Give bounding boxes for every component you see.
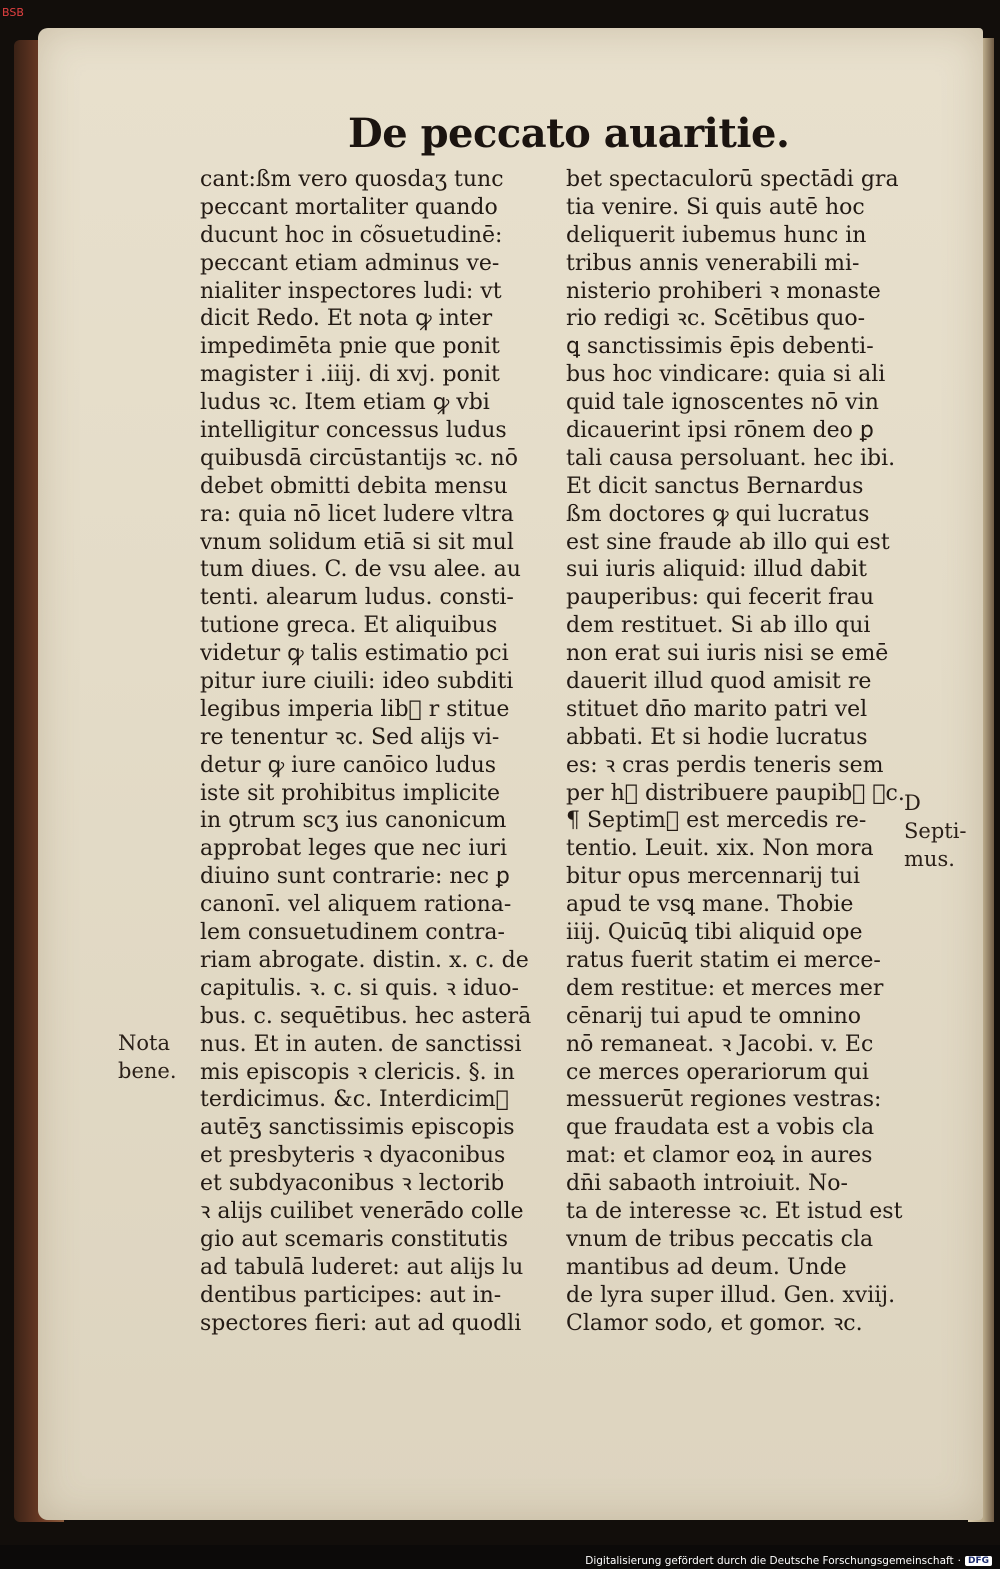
text-line: que fraudata est a vobis cla	[566, 1115, 875, 1141]
text-line: ꝛ alijs cuilibet venerādo colle	[200, 1198, 524, 1224]
text-line: nisterio prohiberi ꝛ monaste	[566, 278, 881, 304]
text-line: dem restitue: et merces mer	[566, 975, 884, 1001]
margin-note-line: D	[904, 791, 921, 815]
text-line: bus. c. sequētibus. hec asterā	[200, 1003, 532, 1029]
text-line: ducunt hoc in cõsuetudinē:	[200, 222, 503, 248]
text-line: mantibus ad deum. Unde	[566, 1254, 847, 1280]
text-line: deliquerit iubemus hunc in	[566, 222, 867, 248]
text-line: Clamor sodo, et gomor. ꝛc.	[566, 1310, 863, 1336]
text-line: tentio. Leuit. xix. Non mora	[566, 836, 874, 862]
text-line: dem restituet. Si ab illo qui	[566, 613, 871, 639]
text-line: pitur iure ciuili: ideo subditi	[200, 669, 514, 695]
text-line: spectores fieri: aut ad quodli	[200, 1310, 522, 1336]
text-line: pauperibus: qui fecerit frau	[566, 585, 875, 611]
text-line: ra: quia nō licet ludere vltra	[200, 501, 514, 527]
text-line: bet spectaculorū spectādi gra	[566, 167, 899, 192]
text-line: debet obmitti debita mensu	[200, 473, 508, 499]
margin-note-left	[118, 1030, 177, 1086]
text-line: nō remaneat. ꝛ Jacobi. v. Ec	[566, 1031, 874, 1057]
text-line: in ꝯtrum scʒ ius canonicum	[200, 808, 507, 834]
text-line: cant:ßm vero quosdaʒ tunc	[200, 167, 504, 192]
text-line: peccant mortaliter quando	[200, 194, 498, 220]
text-line: ꝗ sanctissimis ēpis debenti‑	[566, 334, 874, 360]
text-line: legibus imperia lib᷒ r stitue	[200, 696, 510, 722]
text-line: autēʒ sanctissimis episcopis	[200, 1115, 515, 1141]
text-line: dentibus participes: aut in‑	[200, 1282, 502, 1308]
text-line: ta de interesse ꝛc. Et istud est	[566, 1198, 903, 1224]
text-line: tenti. alearum ludus. consti‑	[200, 585, 514, 611]
text-line: ce merces operariorum qui	[566, 1059, 869, 1085]
text-line: nialiter inspectores ludi: vt	[200, 278, 502, 304]
text-line: et presbyteris ꝛ dyaconibus	[200, 1143, 506, 1169]
text-line: impedimēta pnie que ponit	[200, 334, 500, 360]
text-line: sui iuris aliquid: illud dabit	[566, 557, 868, 583]
text-line: iste sit prohibitus implicite	[200, 780, 501, 806]
text-line: dauerit illud quod amisit re	[566, 669, 872, 695]
text-line: dn̄i sabaoth introiuit. No‑	[566, 1171, 848, 1197]
text-line: peccant etiam adminus ve‑	[200, 250, 500, 276]
text-line: non erat sui iuris nisi se emē	[566, 641, 889, 667]
text-line: terdicimus. &c. Interdicim᷒	[200, 1087, 509, 1113]
text-line: dicit Redo. Et nota ꝙ inter	[200, 306, 493, 332]
text-line: mis episcopis ꝛ clericis. §. in	[200, 1059, 515, 1085]
text-line: ad tabulā luderet: aut alijs lu	[200, 1254, 524, 1280]
margin-note-line: mus.	[904, 846, 955, 871]
margin-note-line: bene.	[118, 1058, 177, 1083]
footer	[585, 1555, 992, 1567]
text-line: canonī. vel aliquem rationa‑	[200, 892, 512, 918]
text-line: mat: et clamor eoꝝ in aures	[566, 1143, 873, 1169]
text-line: iiij. Quicūꝗ tibi aliquid ope	[566, 920, 863, 946]
dfg-logo: DFG	[965, 1556, 992, 1566]
text-line: bus hoc vindicare: quia si ali	[566, 362, 886, 388]
margin-note-right	[904, 790, 967, 874]
text-line: quibusdā circūstantijs ꝛc. nō	[200, 445, 518, 471]
left-text-column	[200, 166, 550, 1337]
text-line: detur ꝙ iure canōico ludus	[200, 752, 497, 778]
text-line: ¶ Septim᷒ est mercedis re‑	[566, 808, 867, 834]
text-line: ludus ꝛc. Item etiam ꝙ vbi	[200, 390, 490, 416]
text-line: rio redigi ꝛc. Scētibus quo‑	[566, 306, 866, 332]
text-line: bitur opus mercennarij tui	[566, 864, 861, 890]
text-line: intelligitur concessus ludus	[200, 418, 507, 444]
footer-text: Digitalisierung gefördert durch die Deutsche Forschungsgemeinschaft	[585, 1555, 954, 1567]
text-line: tribus annis venerabili mi‑	[566, 250, 860, 276]
text-line: abbati. Et si hodie lucratus	[566, 724, 868, 750]
text-line: approbat leges que nec iuri	[200, 836, 508, 862]
library-mark: BSB	[2, 6, 24, 19]
text-line: tia venire. Si quis autē hoc	[566, 194, 865, 220]
text-line: stituet dn̄o marito patri vel	[566, 696, 868, 722]
text-line: es: ꝛ cras perdis teneris sem	[566, 752, 884, 778]
text-line: videtur ꝙ talis estimatio pci	[200, 641, 509, 667]
text-line: tum diues. C. de vsu alee. au	[200, 557, 521, 583]
text-line: est sine fraude ab illo qui est	[566, 529, 890, 555]
text-line: capitulis. ꝛ. c. si quis. ꝛ iduo‑	[200, 975, 519, 1001]
text-line: re tenentur ꝛc. Sed alijs vi‑	[200, 724, 500, 750]
margin-note-line: Septi‑	[904, 818, 967, 843]
text-line: vnum solidum etiā si sit mul	[200, 529, 514, 555]
text-line: tutione greca. Et aliquibus	[200, 613, 498, 639]
margin-note-line: Nota	[118, 1031, 170, 1055]
text-line: nus. Et in auten. de sanctissi	[200, 1031, 522, 1057]
text-line: et subdyaconibus ꝛ lectorib᷒	[200, 1171, 505, 1197]
page-heading: De peccato auaritie.	[348, 110, 790, 157]
text-line: tali causa persoluant. hec ibi.	[566, 445, 896, 471]
footer-separator: ·	[957, 1555, 961, 1567]
right-text-column	[566, 166, 911, 1337]
text-line: cēnarij tui apud te omnino	[566, 1003, 862, 1029]
text-line: ßm doctores ꝙ qui lucratus	[566, 501, 870, 527]
text-line: gio aut scemaris constitutis	[200, 1226, 508, 1252]
text-line: vnum de tribus peccatis cla	[566, 1226, 874, 1252]
text-line: per h᷒ distribuere paupib᷒ ꝛc.	[566, 780, 905, 806]
text-line: de lyra super illud. Gen. xviij.	[566, 1282, 896, 1308]
text-line: dicauerint ipsi rōnem deo ꝑ	[566, 418, 874, 444]
text-line: riam abrogate. distin. x. c. de	[200, 947, 529, 973]
text-line: lem consuetudinem contra‑	[200, 920, 505, 946]
text-line: magister i .iiij. di xvj. ponit	[200, 362, 500, 388]
text-line: messuerūt regiones vestras:	[566, 1087, 882, 1113]
text-line: ratus fuerit statim ei merce‑	[566, 947, 881, 973]
text-line: Et dicit sanctus Bernardus	[566, 473, 864, 499]
text-line: apud te vsꝗ mane. Thobie	[566, 892, 854, 918]
text-line: diuino sunt contrarie: nec ꝑ	[200, 864, 510, 890]
text-line: quid tale ignoscentes nō vin	[566, 390, 879, 416]
